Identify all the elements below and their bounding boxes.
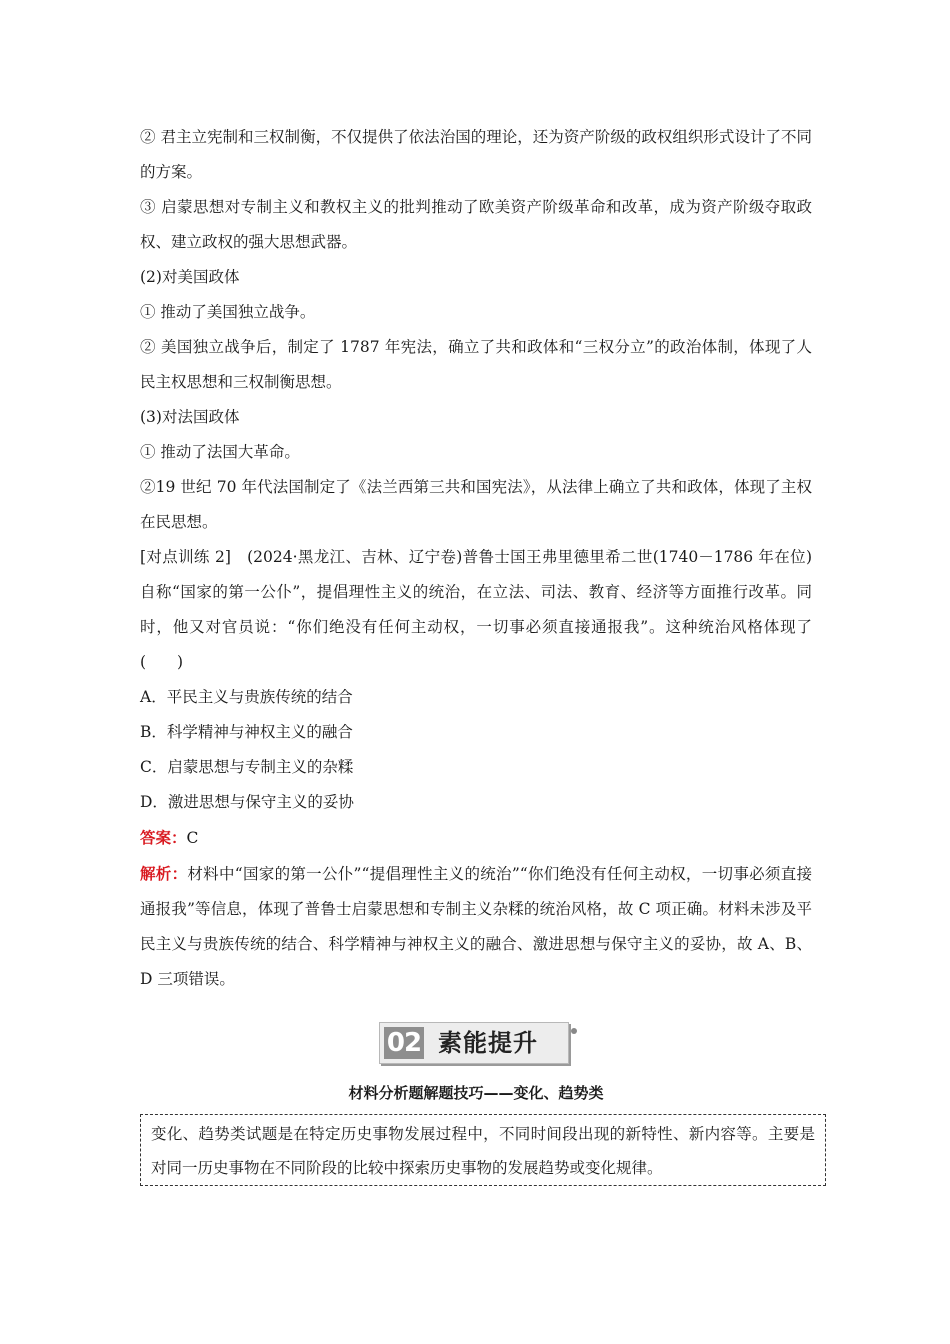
document-body	[140, 120, 812, 997]
option-d: D．激进思想与保守主义的妥协	[140, 793, 354, 811]
banner-dot-icon	[571, 1028, 577, 1034]
analysis-text: 材料中“国家的第一公仆”“提倡理性主义的统治”“你们绝没有任何主动权，一切事必须直接通报我”等信息，体现了普鲁士启蒙思想和专制主义杂糅的统治风格，故 C 项正确。材料未涉及平民主义与贵族传统的结合、科学精神与神权主义的融合、激进思想与保守主义的妥协，故 A、B、D 三项错误。	[140, 865, 812, 988]
banner-title: 素能提升	[438, 1029, 538, 1057]
paragraph: (2)对美国政体	[140, 268, 240, 286]
answer-label: 答案：	[140, 828, 187, 847]
exercise-stem: [对点训练 2] (2024·黑龙江、吉林、辽宁卷)普鲁士国王弗里德里希二世(1740－1786 年在位)自称“国家的第一公仆”，提倡理性主义的统治，在立法、司法、教育、经济等方面推行改革。同时，他又对官员说：“你们绝没有任何主动权，一切事必须直接通报我”。这种统治风格体现了( )	[140, 548, 812, 671]
option-b: B．科学精神与神权主义的融合	[140, 723, 353, 741]
paragraph: ① 推动了法国大革命。	[140, 443, 300, 461]
option-c: C．启蒙思想与专制主义的杂糅	[140, 758, 354, 776]
paragraph: ③ 启蒙思想对专制主义和教权主义的批判推动了欧美资产阶级革命和改革，成为资产阶级夺取政权、建立政权的强大思想武器。	[140, 198, 812, 251]
note-text: 变化、趋势类试题是在特定历史事物发展过程中，不同时间段出现的新特性、新内容等。主要是对同一历史事物在不同阶段的比较中探索历史事物的发展趋势或变化规律。	[151, 1125, 815, 1177]
banner-number: 02	[384, 1027, 424, 1059]
paragraph: ② 君主立宪制和三权制衡，不仅提供了依法治国的理论，还为资产阶级的政权组织形式设计了不同的方案。	[140, 128, 812, 181]
banner-box	[379, 1022, 569, 1064]
option-a: A．平民主义与贵族传统的结合	[140, 688, 353, 706]
answer-value: C	[186, 829, 199, 847]
paragraph: ②19 世纪 70 年代法国制定了《法兰西第三共和国宪法》，从法律上确立了共和政体，体现了主权在民思想。	[140, 478, 812, 531]
paragraph: ① 推动了美国独立战争。	[140, 303, 316, 321]
paragraph: ② 美国独立战争后，制定了 1787 年宪法，确立了共和政体和“三权分立”的政治体制，体现了人民主权思想和三权制衡思想。	[140, 338, 812, 391]
paragraph: (3)对法国政体	[140, 408, 240, 426]
section-banner	[379, 1018, 571, 1064]
analysis-label: 解析：	[140, 864, 188, 883]
analysis	[140, 856, 812, 997]
section-subtitle: 材料分析题解题技巧——变化、趋势类	[348, 1084, 604, 1102]
dashed-note-box	[140, 1114, 826, 1186]
answer	[140, 820, 812, 856]
